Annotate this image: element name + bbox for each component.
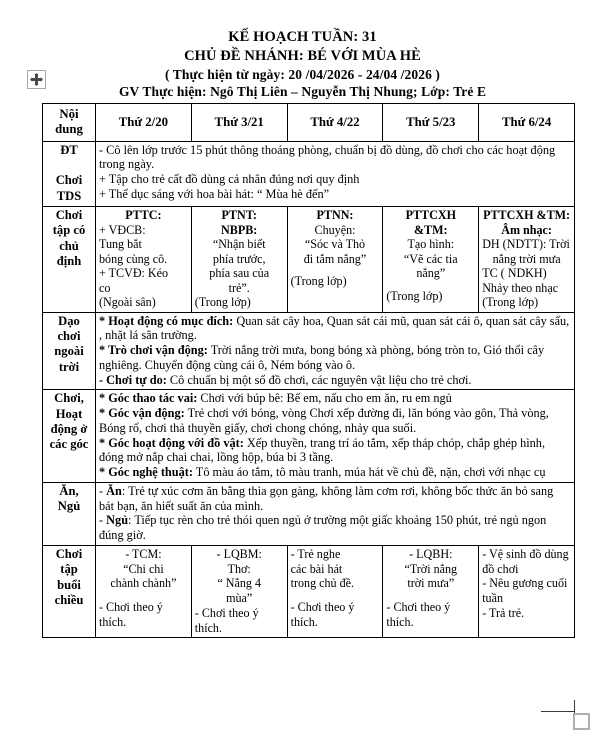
rowlabel-ctbc-line2: tập (60, 562, 78, 577)
pm-tue-h3: mùa” (226, 591, 253, 606)
dcnt-para-1 (99, 314, 571, 344)
pm-wed-f1: thích. (290, 614, 318, 629)
hdg-para-1-label: * Góc thao tác vai: (99, 391, 198, 406)
rowlabel-ctcd-line4: định (56, 254, 82, 269)
ctcd-thu-b0: Tạo hình: (407, 237, 455, 252)
pm-fri-h3: tuần (482, 591, 504, 606)
rowlabel-ctbc-line3: buổi (57, 577, 81, 592)
cell-pm-wed (287, 545, 383, 638)
ctcd-thu-title2: &TM: (413, 222, 448, 237)
header-content-column (43, 104, 96, 142)
cell-ctcd-fri (479, 207, 575, 313)
weekly-plan-table (42, 103, 575, 638)
ctcd-wed-b2: đi tắm nắng” (303, 251, 367, 266)
ctcd-wed-spacer (291, 266, 380, 274)
table-row-dt-tds (43, 141, 575, 206)
cell-dt-tds-content (96, 141, 575, 206)
rowlabel-hdg-line4: các góc (49, 437, 89, 452)
rowlabel-ctbc-line4: chiều (54, 592, 84, 607)
pm-thu-h2: trời mưa” (407, 576, 455, 591)
hdg-para-3-text: Xếp thuyền, trang trí áo tắm, xếp tháp chóp, chắp ghép hình, đóng mở nắp chai chai, lồng hộp, búa bi 3 tầng. (99, 435, 546, 465)
pm-mon-h2: chành chành” (110, 576, 177, 591)
rowlabel-ctbc-line1: Chơi (55, 546, 83, 561)
pm-thu-f0: - Chơi theo ý (386, 600, 451, 615)
ctcd-tue-b3: trẻ”. (228, 280, 250, 295)
cell-ctcd-wed (287, 207, 383, 313)
pm-tue-f0: - Chơi theo ý (194, 605, 259, 620)
pm-wed-h0: - Trẻ nghe (290, 546, 341, 561)
dt-line-3: + Thể dục sáng với hoa bài hát: “ Mùa hè đến” (99, 186, 330, 201)
hdg-para-1 (99, 391, 571, 406)
dcnt-para-3-text: Cô chuẩn bị một số đồ chơi, các nguyên vật liệu cho trẻ chơi. (166, 372, 472, 387)
ctcd-fri-location: (Trong lớp) (482, 295, 539, 310)
rowlabel-ctcd-line1: Chơi (55, 208, 83, 223)
an-ngu-para-1-text: : Trẻ tự xúc cơm ăn bằng thìa gọn gàng, không làm cơm rơi, không bốc thức ăn bỏ sang bát bạn, ăn hiết suất ăn của mình. (99, 483, 554, 513)
rowlabel-ctcd-line2: tập có (52, 223, 86, 238)
ctcd-fri-title2: Âm nhạc: (501, 222, 552, 237)
dt-line-2: + Tập cho trẻ cất đồ dùng cá nhân đúng nơi quy định (99, 172, 360, 187)
ctcd-wed-b1: “Sóc và Thỏ (304, 237, 366, 252)
ctcd-fri-b2: TC ( NDKH) (482, 266, 547, 281)
ctcd-thu-b1: “Vẽ các tia (403, 251, 458, 266)
dcnt-para-1-text: Quan sát cây hoa, Quan sát cái mũ, quan sát cái ô, quan sát cây sấu, , nhặt lá sân trường. (99, 313, 570, 343)
hdg-para-3 (99, 436, 571, 466)
pm-thu-h0: - LQBH: (409, 546, 453, 561)
pm-thu-spacer (386, 591, 475, 600)
dcnt-para-3 (99, 373, 571, 388)
rowlabel-dcnt-line4: trời (58, 359, 80, 374)
an-ngu-para-2-text: : Tiếp tục rèn cho trẻ thói quen ngủ ở trường một giấc khoảng 150 phút, trẻ ngủ ngon đúng giờ. (99, 513, 547, 543)
cell-ctcd-mon (96, 207, 192, 313)
ctcd-tue-b0: “Nhận biết (212, 237, 266, 252)
pm-mon-h0: - TCM: (125, 546, 162, 561)
hdg-para-1-text: Chơi với búp bê: Bế em, nấu cho em ăn, ru em ngủ (197, 391, 452, 406)
rowlabel-dt-tds-line2: Chơi (55, 173, 83, 188)
pm-fri-h1: đồ chơi (482, 561, 519, 576)
rowlabel-ctcd-line3: chủ (59, 238, 79, 253)
an-ngu-para-1 (99, 484, 571, 514)
pm-wed-f0: - Chơi theo ý (290, 600, 355, 615)
ctcd-fri-b0: DH (NDTT): Trời (482, 237, 570, 252)
table-row-hoat-dong-goc (43, 390, 575, 483)
pm-fri-h4: - Trả trẻ. (482, 605, 525, 620)
cell-an-ngu-content (96, 482, 575, 545)
rowlabel-dcnt-line1: Dạo (58, 313, 80, 328)
dcnt-para-1-label: * Hoạt động có mục đích: (99, 313, 234, 328)
header-day-wed: Thứ 4/22 (287, 104, 383, 142)
pm-mon-spacer (99, 591, 188, 600)
pm-tue-h2: “ Nắng 4 (217, 576, 262, 591)
header-content-line2: dung (55, 122, 83, 137)
rowlabel-hdg-line3: động ở (50, 422, 88, 437)
pm-wed-spacer (291, 591, 380, 600)
table-row-choi-tap-buoi-chieu (43, 545, 575, 638)
cell-pm-thu (383, 545, 479, 638)
header-day-tue: Thứ 3/21 (191, 104, 287, 142)
cell-pm-mon (96, 545, 192, 638)
ctcd-mon-b0: + VĐCB: (99, 222, 146, 237)
rowlabel-dt-tds-line1: ĐT (60, 142, 78, 157)
an-ngu-para-2-label: Ngủ (106, 513, 129, 528)
hdg-para-3-label: * Góc hoạt động với đồ vật: (99, 435, 244, 450)
dt-line-1: - Cô lên lớp trước 15 phút thông thoáng phòng, chuẩn bị đồ dùng, đồ chơi cho các hoạt động trong ngày. (99, 142, 556, 172)
ctcd-tue-b1: phía trước, (212, 251, 266, 266)
dcnt-para-2-label: * Trò chơi vận động: (99, 343, 208, 358)
hdg-para-2-label: * Góc vận động: (99, 406, 185, 421)
rowlabel-an-ngu (43, 482, 96, 545)
header-day-mon: Thứ 2/20 (96, 104, 192, 142)
resize-handle[interactable] (573, 713, 590, 730)
an-ngu-para-1-prefix: - (99, 483, 107, 498)
pm-thu-h1: “Trời nắng (404, 561, 458, 576)
ctcd-mon-b3: + TCVĐ: Kéo (99, 266, 169, 281)
subject-theme-line: CHỦ ĐỀ NHÁNH: BÉ VỚI MÙA HÈ (184, 47, 421, 64)
hdg-para-2 (99, 406, 571, 436)
dcnt-para-2 (99, 343, 571, 373)
pm-tue-h1: Thơ: (227, 561, 251, 576)
ctcd-wed-b0: Chuyện: (314, 222, 356, 237)
ctcd-tue-location: (Trong lớp) (194, 295, 251, 310)
pm-mon-f1: thích. (99, 614, 127, 629)
cell-pm-fri (479, 545, 575, 638)
ctcd-mon-b2: bóng cùng cô. (99, 251, 168, 266)
header-content-line1: Nội (59, 107, 79, 121)
ctcd-tue-title2: NBPB: (221, 222, 258, 237)
hdg-para-4-text: Tô màu áo tắm, tô màu tranh, múa hát về chủ đề, nặn, chơi với nhạc cụ (192, 465, 546, 480)
an-ngu-para-2-prefix: - (99, 513, 107, 528)
pm-fri-h2: - Nêu gương cuối (482, 576, 568, 591)
an-ngu-para-2 (99, 513, 571, 543)
header-day-fri: Thứ 6/24 (479, 104, 575, 142)
document-heading (0, 28, 605, 101)
rowlabel-hdg-line1: Chơi, (54, 391, 84, 406)
rowlabel-dt-tds (43, 141, 96, 206)
pm-tue-h0: - LQBM: (216, 546, 262, 561)
rowlabel-choi-tap-buoi-chieu (43, 545, 96, 638)
cell-hoat-dong-goc-content (96, 390, 575, 483)
hdg-para-2-text: Trẻ chơi với bóng, vòng Chơi xếp đường đi, lăn bóng vào gôn, Thả vòng, Bóng rổ, chơi thả thuyền giấy, chơi chong chóng, nhảy qua suối. (99, 406, 549, 435)
rowlabel-an-ngu-line2: Ngủ (57, 499, 81, 514)
ctcd-thu-b2: nắng” (416, 266, 446, 281)
date-range-line: ( Thực hiện từ ngày: 20 /04/2026 - 24/04 /2026 ) (164, 66, 440, 82)
table-row-an-ngu (43, 482, 575, 545)
ctcd-fri-title: PTTCXH &TM: (483, 208, 571, 223)
ctcd-fri-b1: nắng trời mưa (492, 251, 561, 266)
header-day-thu: Thứ 5/23 (383, 104, 479, 142)
ctcd-mon-title: PTTC: (125, 208, 162, 223)
table-header-row (43, 104, 575, 142)
ctcd-wed-title: PTNN: (316, 208, 354, 223)
ctcd-fri-b3: Nhảy theo nhạc (482, 280, 559, 295)
ctcd-thu-location: (Trong lớp) (386, 288, 443, 303)
cell-ctcd-thu (383, 207, 479, 313)
cell-dao-choi-content (96, 312, 575, 390)
dcnt-para-2-text: Trời nắng trời mưa, bong bóng xà phòng, bóng tròn to, Gió thổi cây nghiêng. Chuyển động cùng cái ô, Ném bóng vào ô. (99, 343, 545, 372)
page-title: KẾ HOẠCH TUẦN: 31 (228, 29, 377, 45)
hdg-para-4-label: * Góc nghệ thuật: (99, 465, 193, 480)
rowlabel-hdg-line2: Hoạt (55, 406, 83, 421)
ctcd-tue-b2: phía sau của (209, 266, 270, 281)
pm-wed-h2: trong chủ đề. (290, 576, 355, 591)
rowlabel-dcnt-line2: chơi (57, 328, 81, 343)
rowlabel-dt-tds-line3: TDS (56, 188, 82, 203)
cell-pm-tue (191, 545, 287, 638)
pm-tue-f1: thích. (194, 620, 223, 635)
rowlabel-choi-tap-chu-dinh (43, 207, 96, 313)
ctcd-wed-location: (Trong lớp) (290, 274, 347, 289)
pm-fri-h0: - Vệ sinh đồ dùng (482, 546, 569, 561)
pm-thu-f1: thích. (386, 614, 414, 629)
pm-mon-h1: “Chi chi (123, 561, 164, 576)
hdg-para-4 (99, 465, 571, 480)
teacher-class-line: GV Thực hiện: Ngô Thị Liên – Nguyễn Thị Nhung; Lớp: Trẻ E (118, 84, 487, 100)
dcnt-para-3-label: - Chơi tự do: (99, 372, 167, 387)
pm-mon-f0: - Chơi theo ý (99, 600, 163, 615)
rowlabel-an-ngu-line1: Ăn, (59, 483, 79, 498)
rowlabel-dcnt-line3: ngoài (54, 344, 84, 359)
corner-rule-vertical (574, 700, 575, 713)
ctcd-tue-title: PTNT: (221, 208, 257, 223)
cell-ctcd-tue (191, 207, 287, 313)
ctcd-mon-b4: co (99, 280, 111, 295)
ctcd-mon-b1: Tung bắt (99, 237, 142, 252)
corner-rule-horizontal (541, 711, 575, 712)
ctcd-mon-location: (Ngoài sân) (99, 295, 156, 310)
ctcd-thu-title: PTTCXH (405, 208, 456, 223)
rowlabel-hoat-dong-goc (43, 390, 96, 483)
pm-wed-h1: các bài hát (290, 561, 343, 576)
table-row-dao-choi-ngoai-troi (43, 312, 575, 390)
an-ngu-para-1-label: Ăn (106, 483, 122, 498)
ctcd-thu-spacer (386, 281, 475, 289)
rowlabel-dao-choi-ngoai-troi (43, 312, 96, 390)
table-row-choi-tap-chu-dinh (43, 207, 575, 313)
